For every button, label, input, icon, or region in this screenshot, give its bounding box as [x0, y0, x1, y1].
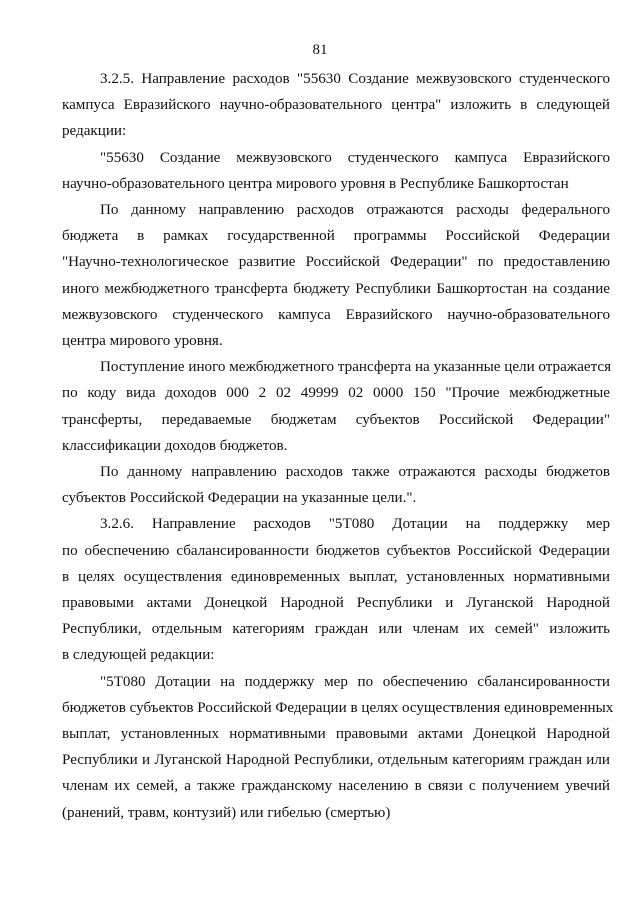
text-line: Республики и Луганской Народной Республики, отдельным категориям граждан или: [62, 752, 610, 769]
text-line: бюджета в рамках государственной программы Российской Федерации: [62, 228, 610, 245]
text-line: по обеспечению сбалансированности бюджетов субъектов Российской Федерации: [62, 542, 610, 559]
page-number: 81: [312, 42, 328, 58]
text-line: редакции:: [62, 123, 127, 140]
text-line: По данному направлению расходов отражаются расходы федерального: [100, 202, 610, 219]
text-line: в целях осуществления единовременных выплат, установленных нормативными: [62, 568, 610, 585]
text-line: научно-образовательного центра мирового уровня в Республике Башкортостан: [62, 175, 569, 192]
text-line: Поступление иного межбюджетного трансферта на указанные цели отражается: [100, 359, 612, 376]
text-line: (ранений, травм, контузий) или гибелью (смертью): [62, 804, 391, 821]
text-line: кампуса Евразийского научно-образовательного центра" изложить в следующей: [62, 97, 610, 114]
text-line: "5Т080 Дотации на поддержку мер по обеспечению сбалансированности: [100, 673, 610, 690]
text-line: межвузовского студенческого кампуса Евразийского научно-образовательного: [62, 306, 610, 323]
text-line: классификации доходов бюджетов.: [62, 437, 288, 454]
text-line: иного межбюджетного трансферта бюджету Республики Башкортостан на создание: [62, 280, 610, 297]
text-line: в следующей редакции:: [62, 647, 215, 664]
text-line: Республики, отдельным категориям граждан или членам их семей" изложить: [62, 621, 610, 638]
text-line: трансферты, передаваемые бюджетам субъектов Российской Федерации": [62, 411, 610, 428]
text-line: выплат, установленных нормативными правовыми актами Донецкой Народной: [62, 726, 610, 743]
text-line: субъектов Российской Федерации на указанные цели.".: [62, 490, 417, 507]
text-line: 3.2.5. Направление расходов "55630 Создание межвузовского студенческого: [100, 71, 610, 87]
text-line: бюджетов субъектов Российской Федерации в целях осуществления единовременных: [62, 699, 614, 716]
document-body: [62, 66, 614, 826]
text-line: 3.2.6. Направление расходов "5Т080 Дотации на поддержку мер: [100, 516, 610, 533]
text-line: по коду вида доходов 000 2 02 49999 02 0000 150 "Прочие межбюджетные: [62, 385, 610, 402]
text-line: "55630 Создание межвузовского студенческого кампуса Евразийского: [100, 149, 610, 166]
text-line: По данному направлению расходов также отражаются расходы бюджетов: [100, 464, 610, 481]
text-line: центра мирового уровня.: [62, 333, 223, 350]
text-line: правовыми актами Донецкой Народной Республики и Луганской Народной: [62, 595, 610, 612]
text-line: "Научно-технологическое развитие Российской Федерации" по предоставлению: [62, 254, 610, 271]
text-line: членам их семей, а также гражданскому населению в связи с получением увечий: [62, 778, 610, 795]
